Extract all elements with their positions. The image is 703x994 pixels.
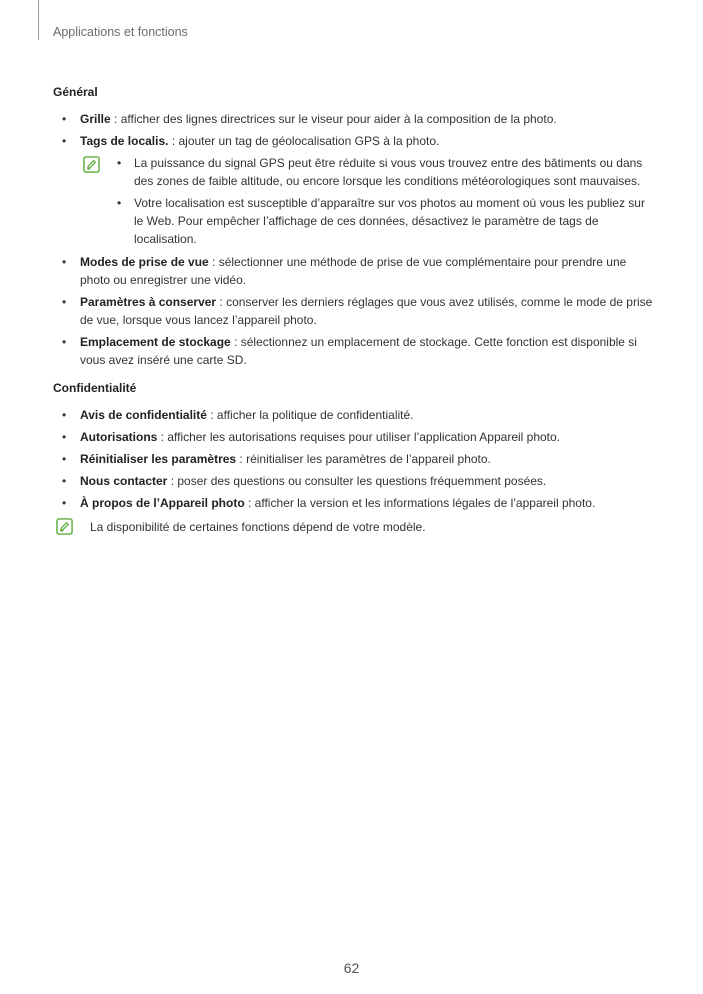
item-term: Autorisations: [80, 430, 158, 444]
list-item-tags-localis: [53, 132, 653, 150]
section-title-confidentialite: Confidentialité: [53, 381, 137, 395]
list-item-emplacement-stockage: [53, 333, 653, 369]
list-item-avis-confidentialite: [53, 406, 653, 424]
item-text: : réinitialiser les paramètres de l’appareil photo.: [236, 452, 491, 466]
item-term: Avis de confidentialité: [80, 408, 207, 422]
availability-note: [53, 516, 653, 536]
item-text: : ajouter un tag de géolocalisation GPS à la photo.: [168, 134, 440, 148]
list-item-modes-prise-de-vue: [53, 253, 653, 289]
note-pencil-icon: [83, 156, 100, 173]
item-term: Modes de prise de vue: [80, 255, 209, 269]
section-title-general: Général: [53, 85, 98, 99]
item-text: : poser des questions ou consulter les questions fréquemment posées.: [167, 474, 547, 488]
item-term: Grille: [80, 112, 111, 126]
item-text: : afficher la politique de confidentialité.: [206, 408, 414, 422]
note-pencil-icon: [56, 518, 73, 535]
item-term: À propos de l’Appareil photo: [80, 496, 245, 510]
item-text: : afficher la version et les informations légales de l’appareil photo.: [244, 496, 596, 510]
list-item-a-propos: [53, 494, 653, 512]
item-text: : sélectionner une méthode de prise de vue complémentaire pour prendre une photo ou enregistrer une vidéo.: [80, 255, 627, 287]
page-content: [53, 83, 653, 541]
list-item-grille: [53, 110, 653, 128]
section-header: Applications et fonctions: [53, 25, 188, 39]
list-item-autorisations: [53, 428, 653, 446]
item-term: Nous contacter: [80, 474, 168, 488]
item-term: Paramètres à conserver: [80, 295, 217, 309]
note-item: • La puissance du signal GPS peut être réduite si vous vous trouvez entre des bâtiments ou dans des zones de faible altitude, ou encore lorsque les conditions météorologiques sont mauvaises.: [108, 154, 653, 190]
item-text: : conserver les derniers réglages que vous avez utilisés, comme le mode de prise de vue, lorsque vous lancez l’appareil photo.: [80, 295, 653, 327]
item-term: Tags de localis.: [80, 134, 169, 148]
list-item-parametres-a-conserver: [53, 293, 653, 329]
item-term: Réinitialiser les paramètres: [80, 452, 237, 466]
list-item-reinitialiser: [53, 450, 653, 468]
item-text: : afficher des lignes directrices sur le viseur pour aider à la composition de la photo.: [110, 112, 557, 126]
item-text: : afficher les autorisations requises pour utiliser l’application Appareil photo.: [157, 430, 561, 444]
header-rule: [38, 0, 39, 40]
page-number: 62: [343, 960, 360, 976]
note-item: • Votre localisation est susceptible d’apparaître sur vos photos au moment où vous les publiez sur le Web. Pour empêcher l’affichage de ces données, désactivez le paramètre de tags de localisation.: [108, 194, 653, 248]
gps-note: [53, 154, 653, 248]
note-text: La disponibilité de certaines fonctions dépend de votre modèle.: [90, 520, 426, 534]
item-text: : sélectionnez un emplacement de stockage. Cette fonction est disponible si vous avez inséré une carte SD.: [80, 335, 637, 367]
item-term: Emplacement de stockage: [80, 335, 231, 349]
list-item-nous-contacter: [53, 472, 653, 490]
